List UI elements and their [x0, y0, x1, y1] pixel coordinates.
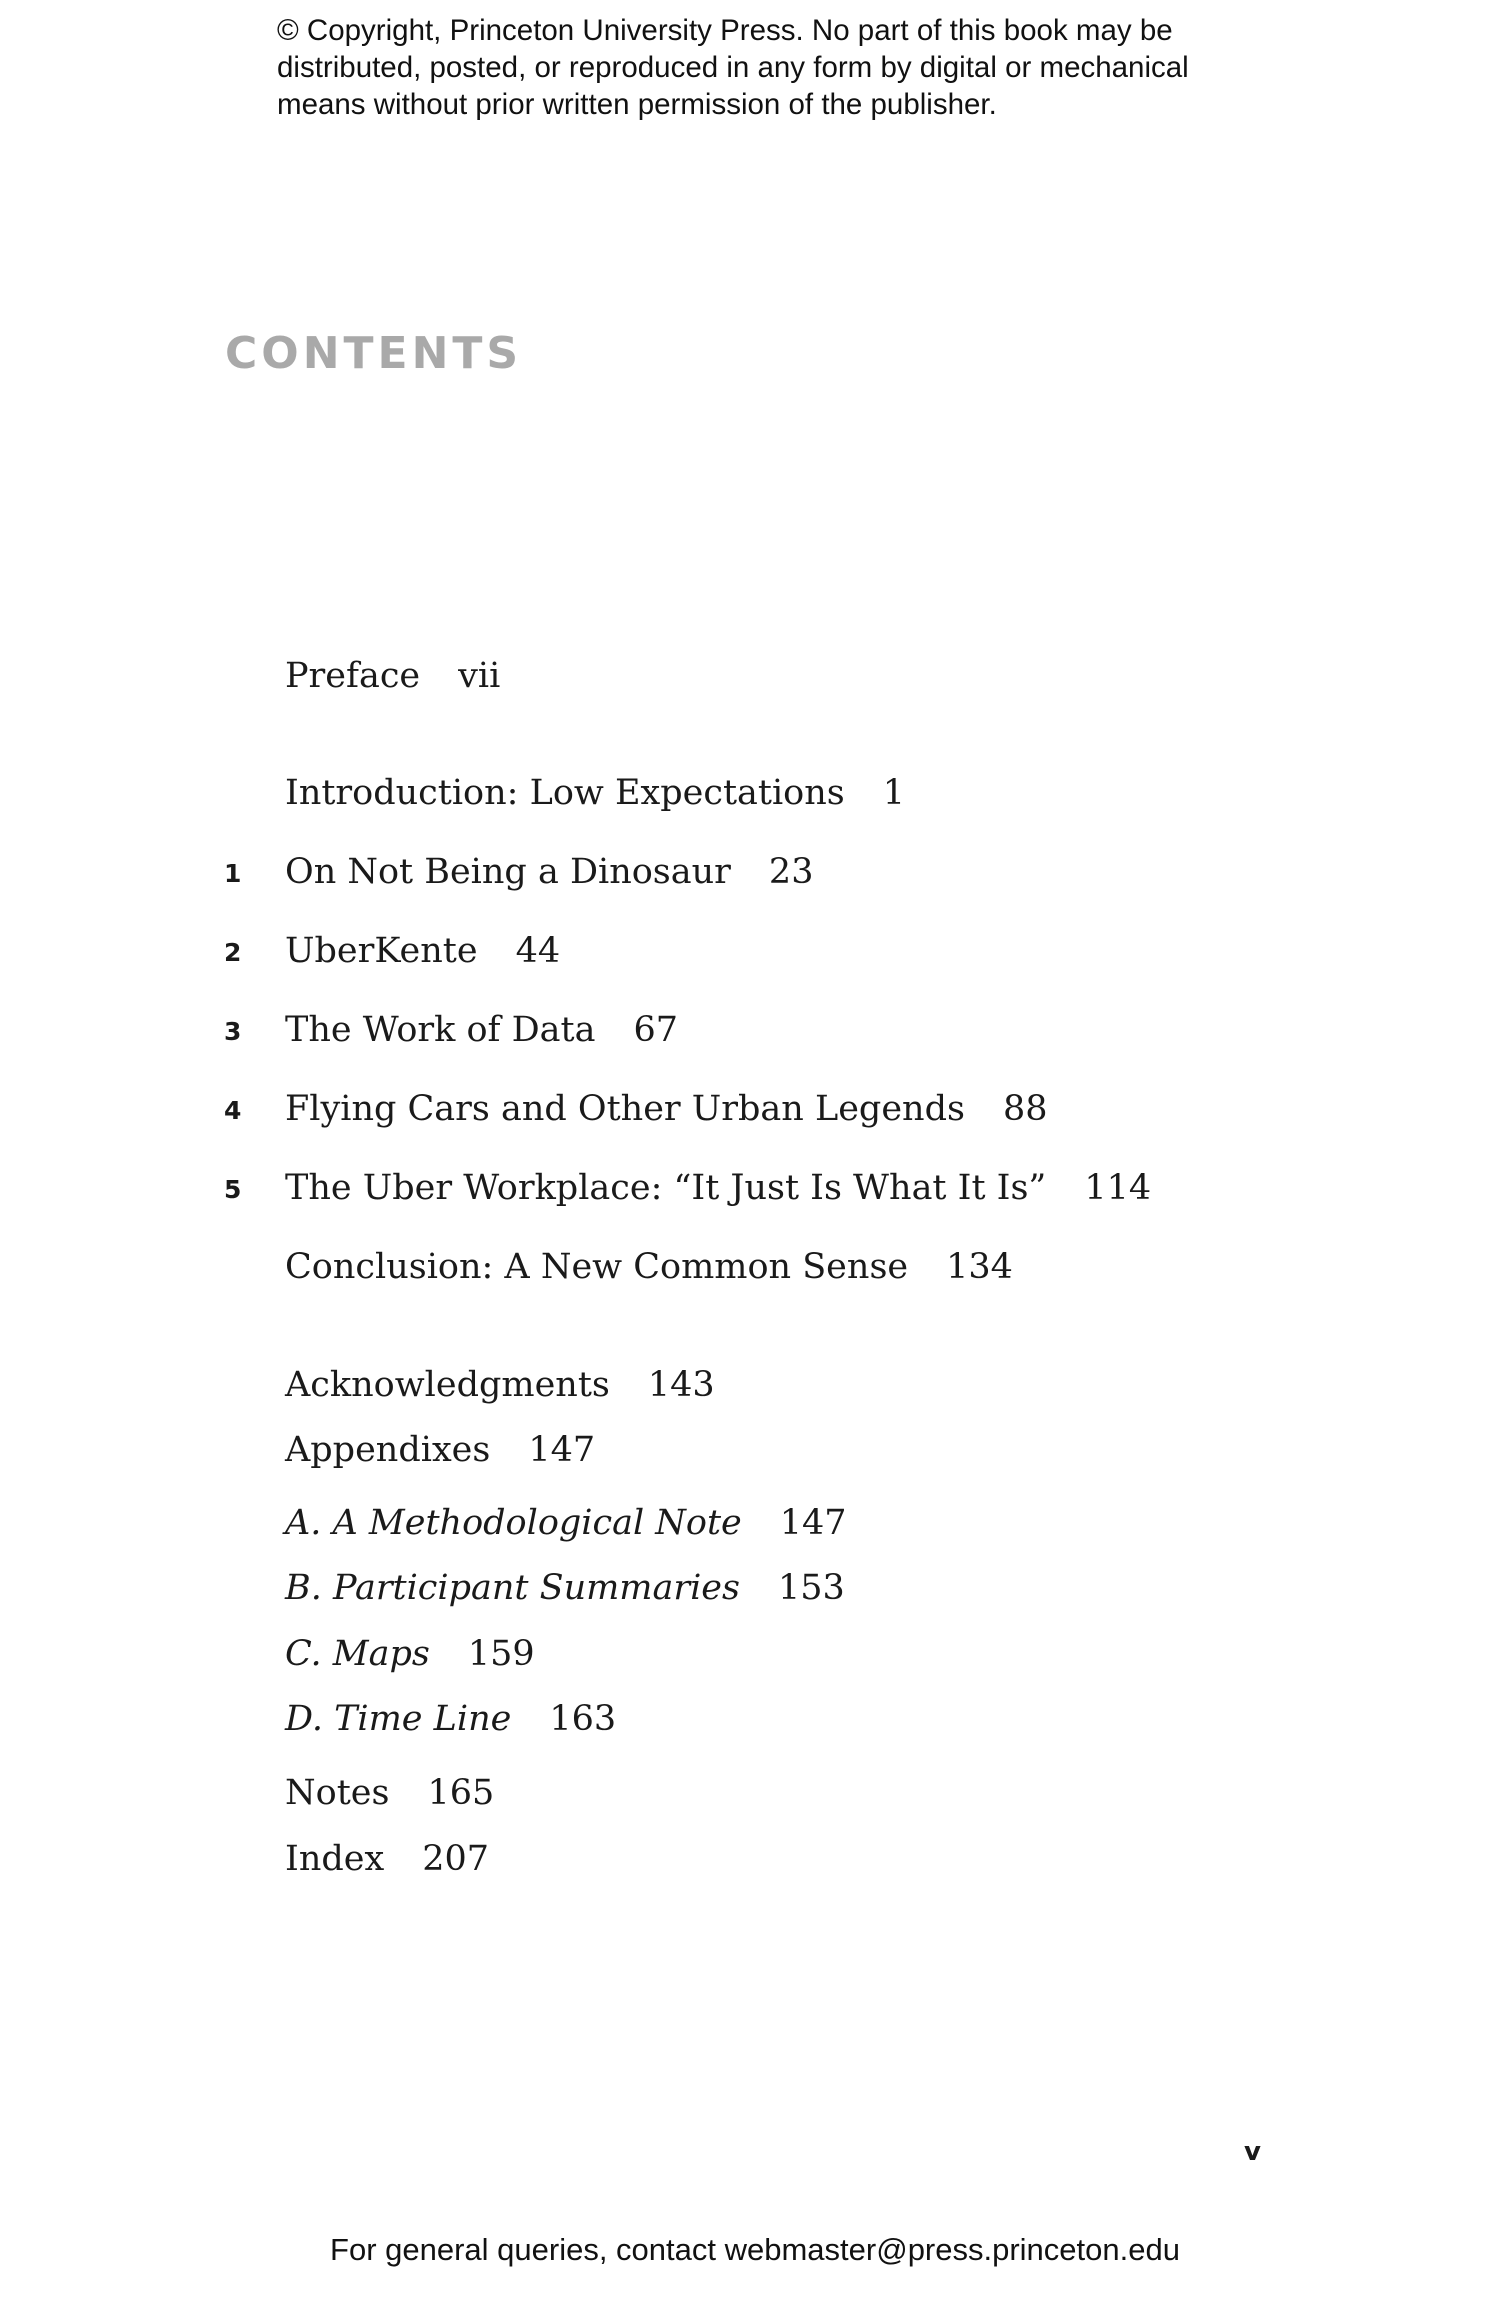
toc-entry-text: [285, 847, 813, 897]
toc-entry-chapter-2: [0, 926, 1500, 976]
toc-entry-text: [285, 1005, 678, 1055]
chapter-number: 4: [224, 1096, 242, 1125]
toc-entry-page: 147: [528, 1430, 596, 1470]
toc-entry-appendix-b: [0, 1563, 1500, 1613]
copyright-line: © Copyright, Princeton University Press. No part of this book may be: [277, 14, 1173, 47]
toc-entry-title: UberKente: [285, 931, 478, 971]
toc-entry-page: vii: [458, 656, 501, 696]
toc-entry-page: 134: [946, 1247, 1013, 1287]
toc-entry-title: Preface: [285, 656, 421, 696]
toc-entry-title: Index: [285, 1839, 385, 1879]
toc-entry-text: [285, 926, 560, 976]
toc-entry-page: 44: [515, 931, 561, 971]
toc-entry-page: 67: [633, 1010, 679, 1050]
toc-entry-page: 114: [1084, 1168, 1152, 1208]
toc-entry-title: Appendixes: [285, 1430, 491, 1470]
toc-entry-title: Introduction: Low Expectations: [285, 773, 845, 813]
toc-entry-preface: [0, 651, 1500, 701]
toc-entry-text: [285, 1563, 845, 1613]
chapter-number: 5: [224, 1175, 242, 1204]
toc-entry-page: 153: [777, 1568, 845, 1608]
toc-entry-page: 23: [768, 852, 814, 892]
copyright-notice: [277, 12, 1237, 123]
toc-entry-title: Acknowledgments: [285, 1365, 610, 1405]
copyright-line: means without prior written permission of the publisher.: [277, 88, 997, 121]
page-number: v: [1244, 2137, 1261, 2167]
toc-entry-text: [285, 1834, 489, 1884]
chapter-number: 1: [224, 859, 242, 888]
toc-entry-title: A. A Methodological Note: [285, 1503, 742, 1543]
chapter-number: 2: [224, 938, 242, 967]
toc-entry-text: [285, 1498, 847, 1548]
chapter-number: 3: [224, 1017, 242, 1046]
toc-entry-notes: [0, 1768, 1500, 1818]
toc-entry-appendix-c: [0, 1629, 1500, 1679]
toc-entry-page: 163: [549, 1699, 617, 1739]
toc-entry-chapter-3: [0, 1005, 1500, 1055]
toc-entry-page: 1: [882, 773, 906, 813]
toc-entry-page: 165: [427, 1773, 495, 1813]
toc-entry-acknowledgments: [0, 1360, 1500, 1410]
toc-entry-introduction: [0, 768, 1500, 818]
toc-entry-text: [285, 1360, 715, 1410]
toc-entry-title: C. Maps: [285, 1634, 430, 1674]
toc-entry-text: [285, 1242, 1013, 1292]
toc-entry-title: On Not Being a Dinosaur: [285, 852, 731, 892]
toc-entry-chapter-4: [0, 1084, 1500, 1134]
toc-entry-page: 147: [779, 1503, 847, 1543]
toc-entry-text: [285, 1084, 1047, 1134]
toc-entry-title: The Uber Workplace: “It Just Is What It Is”: [285, 1168, 1047, 1208]
toc-entry-title: Notes: [285, 1773, 390, 1813]
toc-entry-text: [285, 1163, 1151, 1213]
copyright-line: distributed, posted, or reproduced in any form by digital or mechanical: [277, 51, 1189, 84]
toc-entry-page: 88: [1002, 1089, 1048, 1129]
toc-entry-text: [285, 1694, 616, 1744]
toc-entry-appendixes: [0, 1425, 1500, 1475]
toc-entry-page: 143: [647, 1365, 715, 1405]
toc-entry-text: [285, 651, 500, 701]
toc-entry-appendix-a: [0, 1498, 1500, 1548]
toc-entry-index: [0, 1834, 1500, 1884]
toc-entry-chapter-1: [0, 847, 1500, 897]
contents-heading: CONTENTS: [225, 328, 523, 379]
toc-entry-text: [285, 1425, 595, 1475]
toc-entry-text: [285, 1629, 535, 1679]
toc-entry-conclusion: [0, 1242, 1500, 1292]
toc-entry-title: B. Participant Summaries: [285, 1568, 740, 1608]
toc-entry-page: 159: [467, 1634, 535, 1674]
toc-entry-page: 207: [422, 1839, 490, 1879]
toc-entry-title: Conclusion: A New Common Sense: [285, 1247, 909, 1287]
toc-entry-appendix-d: [0, 1694, 1500, 1744]
footer-contact: For general queries, contact webmaster@press.princeton.edu: [330, 2232, 1180, 2267]
toc-entry-title: The Work of Data: [285, 1010, 596, 1050]
toc-entry-title: Flying Cars and Other Urban Legends: [285, 1089, 965, 1129]
toc-entry-text: [285, 768, 905, 818]
toc-entry-chapter-5: [0, 1163, 1500, 1213]
toc-entry-title: D. Time Line: [285, 1699, 512, 1739]
toc-entry-text: [285, 1768, 494, 1818]
